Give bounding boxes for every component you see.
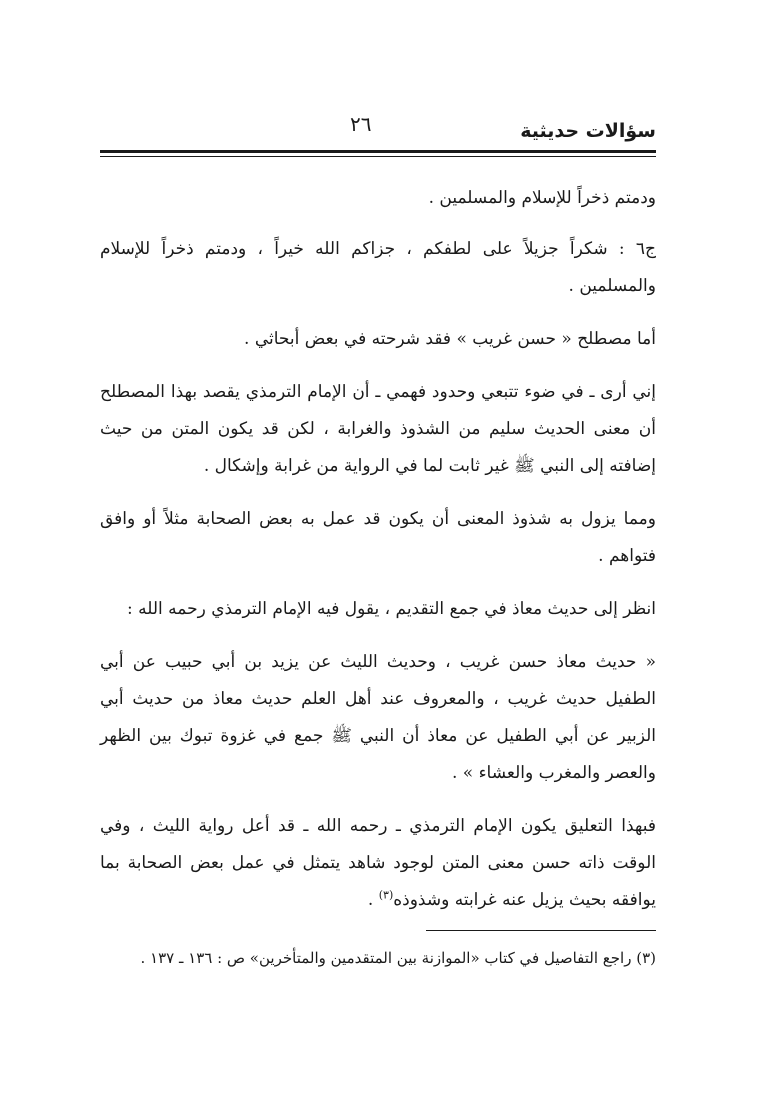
header-rule-thin xyxy=(100,156,656,157)
quotation-paragraph: « حديث معاذ حسن غريب ، وحديث الليث عن يزيد بن أبي حبيب عن أبي الطفيل حديث غريب ، والمعروف عند أهل العلم حديث معاذ من حديث أبي الزبير عن أبي الطفيل عن معاذ أن النبي ﷺ جمع في غزوة تبوك بين الظهر والعصر والمغرب والعشاء » . xyxy=(100,652,656,783)
footnote-separator xyxy=(426,930,656,931)
header-rule-thick xyxy=(100,150,656,153)
paragraph xyxy=(100,808,656,919)
footnote-reference[interactable]: (٣) xyxy=(378,888,394,902)
running-header xyxy=(100,112,656,152)
main-text xyxy=(100,180,656,935)
paragraph: ودمتم ذخراً للإسلام والمسلمين . xyxy=(428,188,656,208)
footnote: (٣) راجع التفاصيل في كتاب «الموازنة بين المتقدمين والمتأخرين» ص : ١٣٦ ـ ١٣٧ . xyxy=(140,949,656,967)
paragraph: ج٦ : شكراً جزيلاً على لطفكم ، جزاكم الله خيراً ، ودمتم ذخراً للإسلام والمسلمين . xyxy=(100,239,656,296)
paragraph-end: . xyxy=(367,890,379,910)
paragraph: إني أرى ـ في ضوء تتبعي وحدود فهمي ـ أن الإمام الترمذي يقصد بهذا المصطلح أن معنى الحديث سليم من الشذوذ والغرابة ، لكن قد يكون المتن من حيث إضافته إلى النبي ﷺ غير ثابت لما في الرواية من غرابة وإشكال . xyxy=(100,382,656,476)
page-number: ٢٦ xyxy=(350,112,372,136)
paragraph: انظر إلى حديث معاذ في جمع التقديم ، يقول فيه الإمام الترمذي رحمه الله : xyxy=(126,599,656,619)
paragraph: أما مصطلح « حسن غريب » فقد شرحته في بعض أبحاثي . xyxy=(244,329,656,349)
paragraph: ومما يزول به شذوذ المعنى أن يكون قد عمل به بعض الصحابة مثلاً أو وافق فتواهم . xyxy=(100,509,656,566)
running-title: سؤالات حديثية xyxy=(520,120,656,142)
paragraph-text: فبهذا التعليق يكون الإمام الترمذي ـ رحمه الله ـ قد أعل رواية الليث ، وفي الوقت ذاته حسن معنى المتن لوجود شاهد يتمثل في عمل بعض الصحابة بما يوافقه بحيث يزيل عنه غرابته وشذوذه xyxy=(100,816,656,910)
